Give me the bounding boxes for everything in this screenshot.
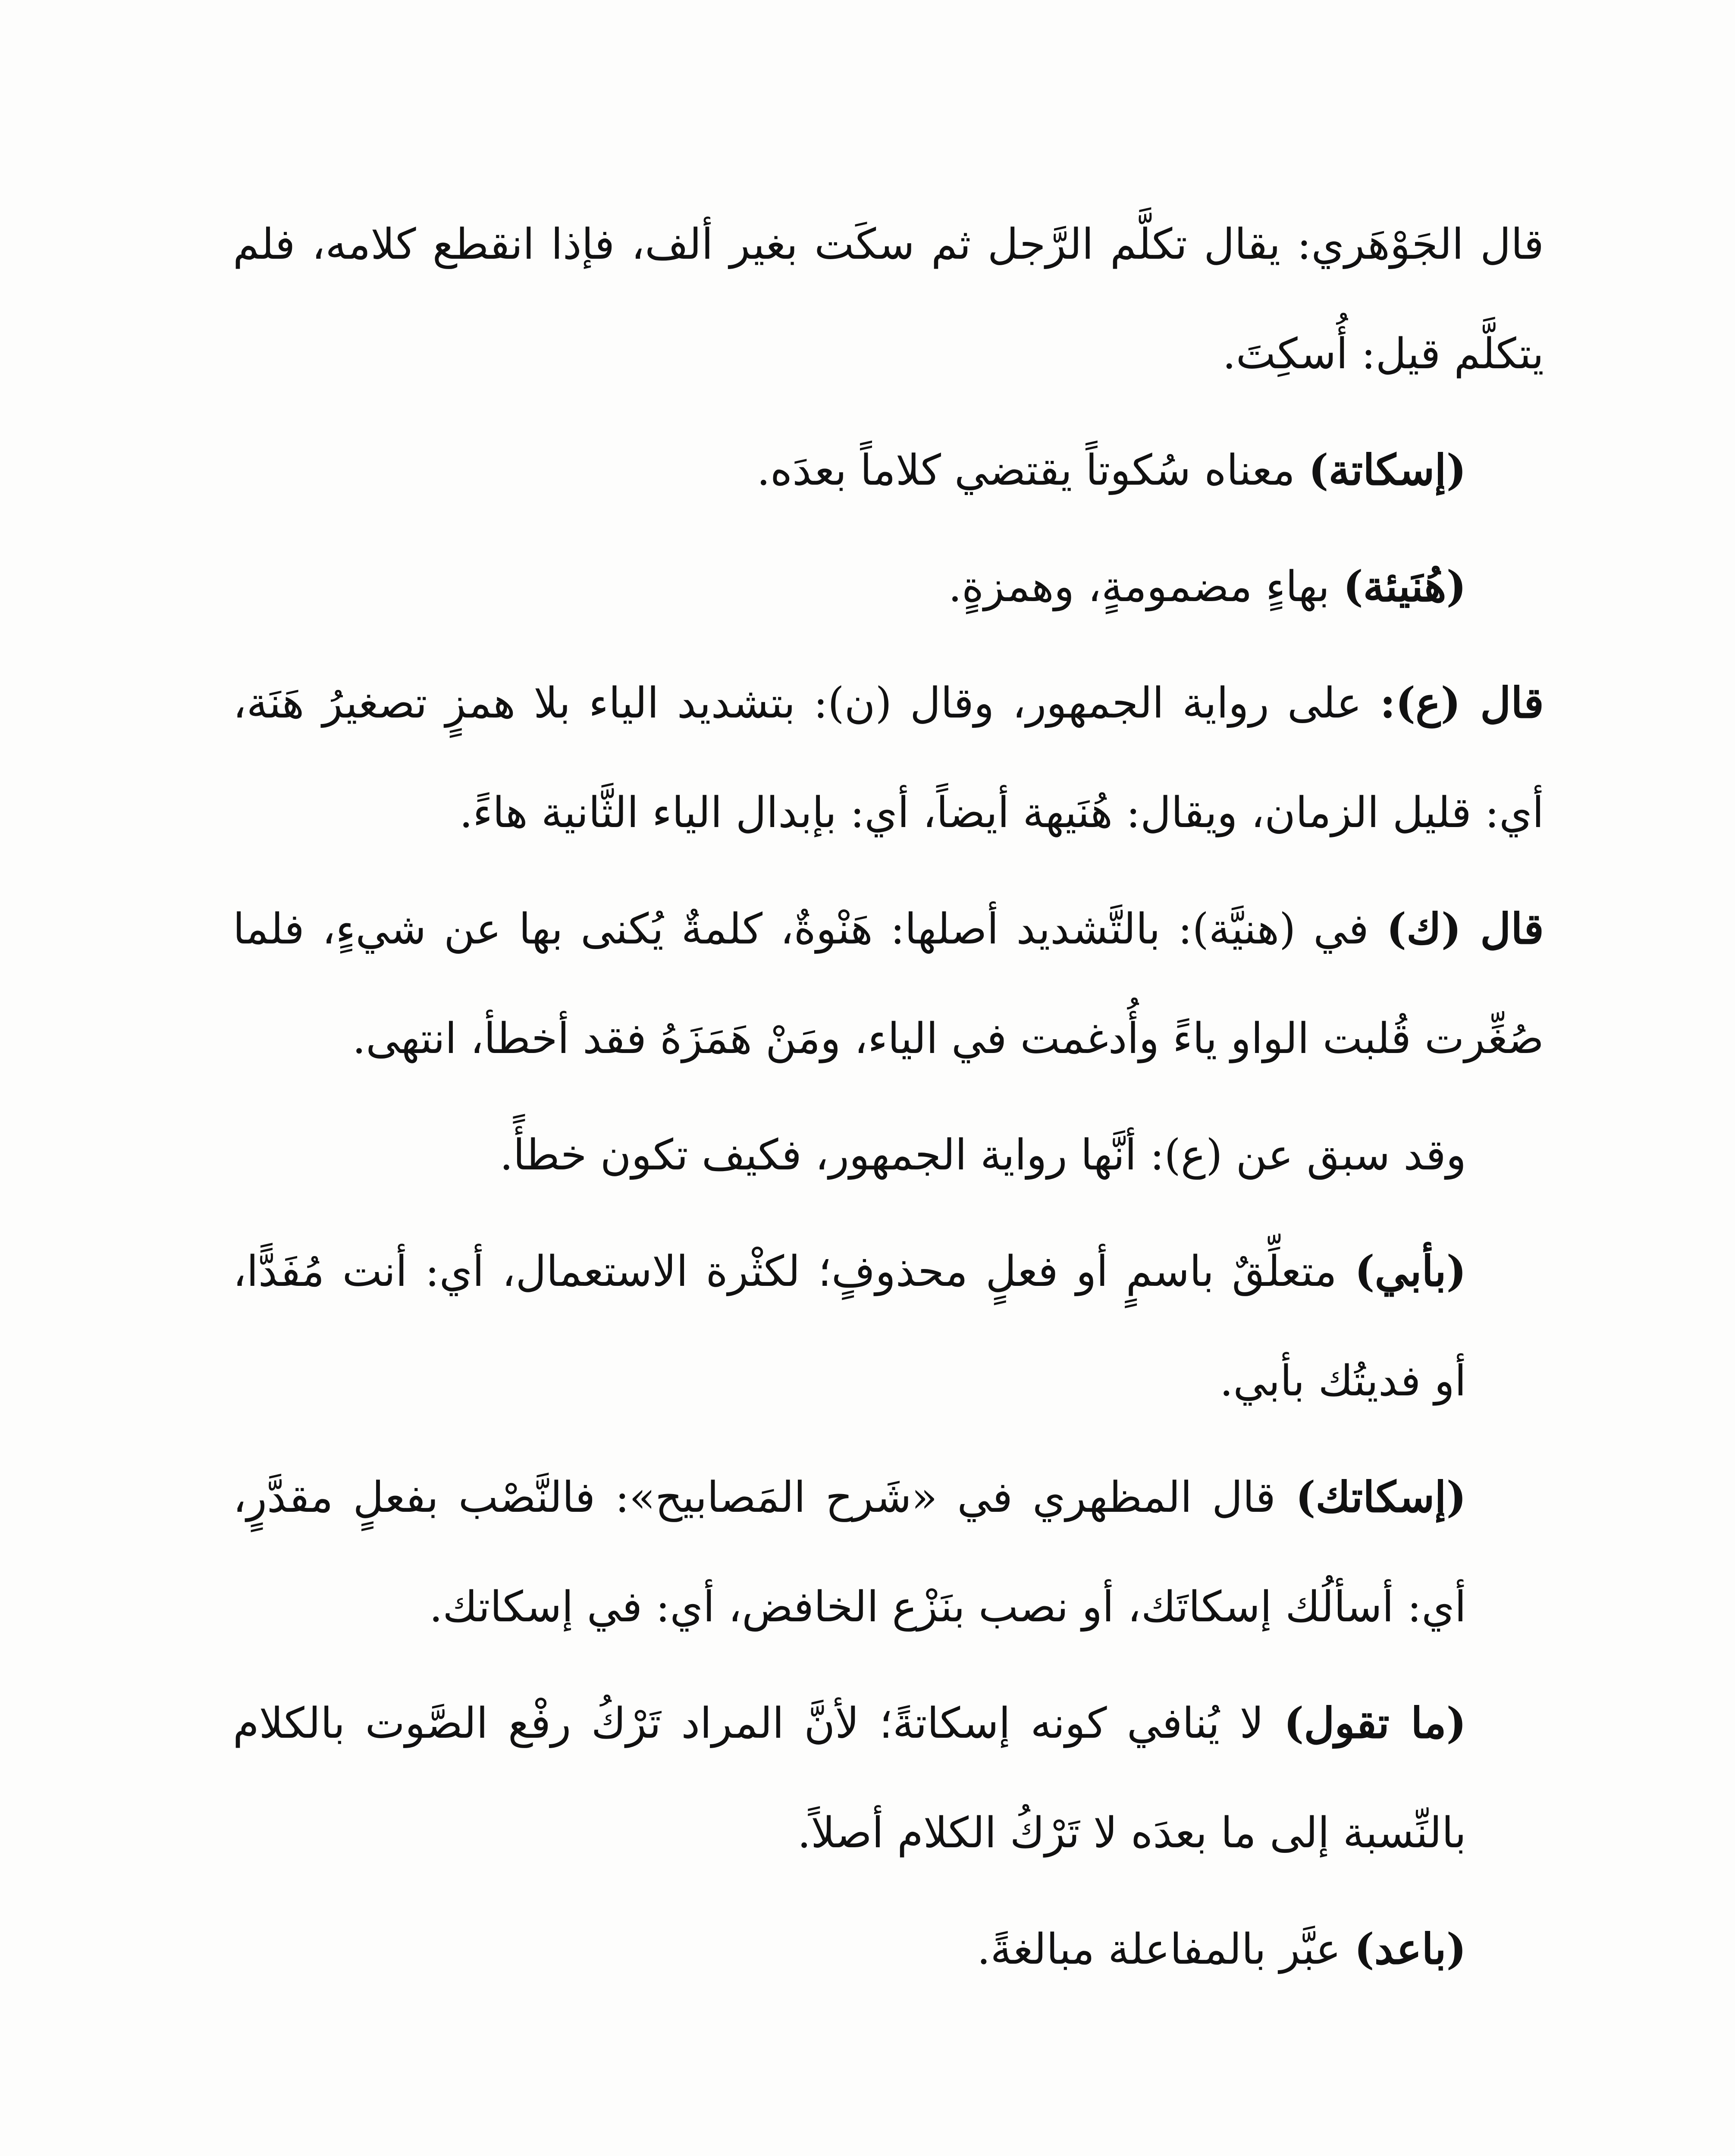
paragraph <box>233 416 1544 525</box>
term-heading: (هُنَيئة) <box>1343 562 1466 611</box>
paragraph <box>233 532 1544 642</box>
page-body <box>233 190 1544 2011</box>
paragraph <box>233 1100 1544 1210</box>
paragraph-text: معناه سُكوتاً يقتضي كلاماً بعدَه. <box>756 446 1309 495</box>
paragraph <box>233 1895 1544 2004</box>
paragraph-text: على رواية الجمهور، وقال (ن): بتشديد الياء بلا همزٍ تصغيرُ هَنَة، أي: قليل الزمان، ويقال: هُنَيهة أيضاً، أي: بإبدال الياء الثَّانية هاءً. <box>233 679 1544 837</box>
term-heading: (بأبي) <box>1355 1247 1466 1296</box>
paragraph-text: متعلِّقٌ باسمٍ أو فعلٍ محذوفٍ؛ لكثْرة الاستعمال، أي: أنت مُفَدًّا، أو فديتُك بأبي. <box>233 1247 1466 1406</box>
paragraph-text: في (هنيَّة): بالتَّشديد أصلها: هَنْوةٌ، كلمةٌ يُكنى بها عن شيءٍ، فلما صُغِّرت قُلبت الواو ياءً وأُدغمت في الياء، ومَنْ هَمَزَهُ فقد أخطأ، انتهى. <box>233 905 1544 1063</box>
paragraph-text: قال الجَوْهَري: يقال تكلَّم الرَّجل ثم سكَت بغير ألف، فإذا انقطع كلامه، فلم يتكلَّم قيل: أُسكِتَ. <box>233 220 1544 379</box>
paragraph-text: عبَّر بالمفاعلة مبالغةً. <box>977 1925 1355 1974</box>
term-heading: قال (ع): <box>1380 678 1544 728</box>
paragraph-text: لا يُنافي كونه إسكاتةً؛ لأنَّ المراد تَرْكُ رفْع الصَّوت بالكلام بالنِّسبة إلى ما بعدَه لا تَرْكُ الكلام أصلاً. <box>233 1699 1466 1858</box>
paragraph <box>233 1217 1544 1436</box>
paragraph-text: وقد سبق عن (ع): أنَّها رواية الجمهور، فكيف تكون خطأً. <box>499 1131 1466 1180</box>
paragraph <box>233 190 1544 409</box>
term-heading: (إسكاتة) <box>1308 445 1466 495</box>
paragraph <box>233 1669 1544 1888</box>
paragraph <box>233 1443 1544 1662</box>
term-heading: قال (ك) <box>1386 904 1544 954</box>
paragraph-text: قال المظهري في «شَرح المَصابيح»: فالنَّصْب بفعلٍ مقدَّرٍ، أي: أسألُك إسكاتَك، أو نصب بنَزْع الخافض، أي: في إسكاتك. <box>233 1473 1466 1632</box>
paragraph <box>233 874 1544 1094</box>
term-heading: (ما تقول) <box>1283 1698 1466 1748</box>
paragraph <box>233 649 1544 868</box>
paragraph-text: بهاءٍ مضمومةٍ، وهمزةٍ. <box>948 562 1343 611</box>
term-heading: (إسكاتك) <box>1296 1473 1466 1522</box>
term-heading: (باعد) <box>1354 1924 1466 1974</box>
